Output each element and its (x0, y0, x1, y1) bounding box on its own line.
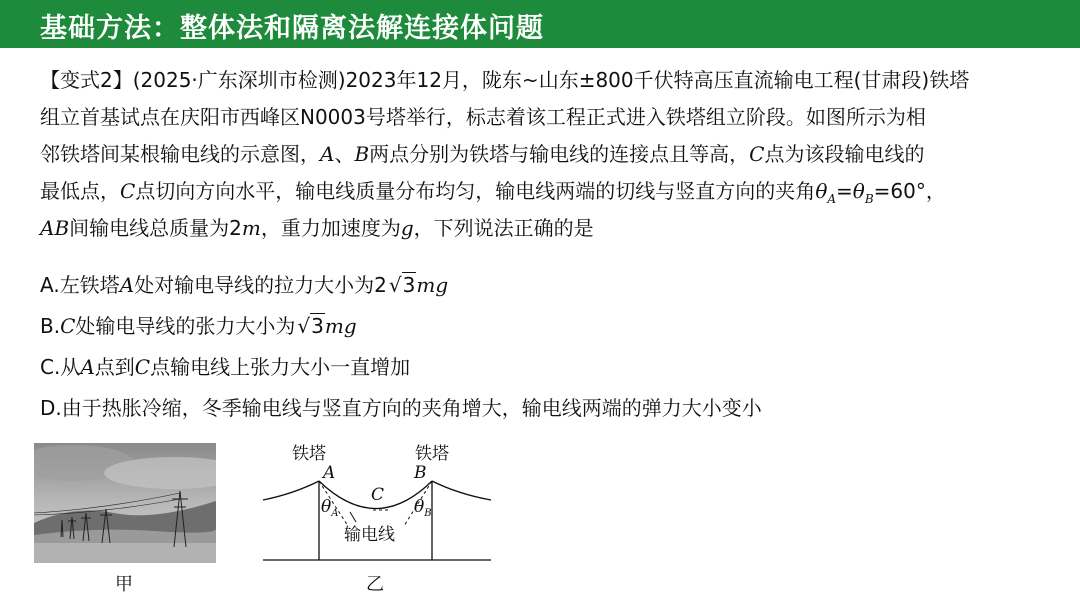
var-b: B (354, 142, 370, 166)
option-text: 点到 (94, 355, 135, 379)
var-m: m (241, 216, 261, 240)
problem-text: ，重力加速度为 (260, 216, 401, 240)
point-a-label: A (323, 463, 336, 483)
leader-line (350, 512, 356, 522)
var-c: C (60, 314, 76, 338)
left-outer-wire (263, 481, 319, 500)
photo-caption: 甲 (115, 574, 133, 595)
problem-text: ，下列说法正确的是 (413, 216, 594, 240)
point-b-label: B (414, 463, 427, 483)
problem-line-2 (40, 99, 1050, 136)
option-text: B. (40, 314, 61, 338)
var-a: A (80, 355, 95, 379)
theta-symbol: θ (815, 179, 828, 203)
var-c: C (749, 142, 765, 166)
problem-text: = (836, 179, 853, 203)
var-c: C (120, 179, 136, 203)
option-text: C.从 (40, 355, 81, 379)
sqrt-symbol: √3 (388, 273, 416, 297)
theta-b-label: $\theta_B$ (414, 497, 432, 519)
problem-text: 两点分别为铁塔与输电线的连接点且等高， (369, 142, 750, 166)
problem-text: 间输电线总质量为2 (69, 216, 242, 240)
problem-text: 最低点， (40, 179, 120, 203)
var-g: g (400, 216, 414, 240)
option-text: D.由于热胀冷缩，冬季输电线与竖直方向的夹角增大，输电线两端的弹力大小变小 (40, 396, 762, 420)
option-c[interactable] (40, 351, 410, 383)
radicand: 3 (311, 314, 324, 338)
option-text: 处输电导线的张力大小为 (75, 314, 296, 338)
var-mg: mg (324, 314, 357, 338)
option-d[interactable] (40, 392, 762, 424)
radicand: 3 (402, 273, 416, 297)
problem-line-5 (40, 210, 1050, 247)
problem-line-1 (40, 62, 1050, 99)
page-title: 基础方法：整体法和隔离法解连接体问题 (40, 13, 544, 44)
theta-subscript: A (827, 192, 837, 206)
problem-text: 点切向方向水平，输电线质量分布均匀，输电线两端的切线与竖直方向的夹角 (135, 179, 816, 203)
var-a: A (320, 142, 335, 166)
theta-symbol: θ (852, 179, 865, 203)
problem-text: 邻铁塔间某根输电线的示意图， (40, 142, 320, 166)
tower-photo (34, 443, 216, 563)
theta-subscript: B (864, 192, 874, 206)
title-bar (0, 0, 1080, 48)
problem-text: =60°， (873, 179, 946, 203)
option-b[interactable] (40, 310, 357, 342)
problem-text: 点为该段输电线的 (764, 142, 925, 166)
problem-line-3 (40, 136, 1050, 173)
var-mg: mg (416, 273, 449, 297)
sqrt-symbol: √3 (297, 314, 324, 338)
problem-text: 【变式2】(2025·广东深圳市检测)2023年12月，陇东~山东±800千伏特高压直流输电工程(甘肃段)铁塔 (40, 68, 970, 92)
problem-text: 组立首基试点在庆阳市西峰区N0003号塔举行，标志着该工程正式进入铁塔组立阶段。如图所示为相 (40, 105, 926, 129)
tower-left-label: 铁塔 (292, 444, 326, 464)
point-c-label: C (371, 485, 385, 505)
theta-a-label: $\theta_A$ (321, 497, 339, 519)
option-text: A.左铁塔 (40, 273, 120, 297)
var-c: C (134, 355, 151, 379)
problem-stem (40, 62, 1050, 247)
option-a[interactable] (40, 269, 448, 301)
problem-line-4 (40, 173, 1050, 210)
right-outer-wire (432, 481, 491, 500)
var-a: A (119, 273, 135, 297)
var-ab: AB (40, 216, 70, 240)
problem-text: 、 (334, 142, 355, 166)
tower-right-label: 铁塔 (415, 444, 449, 464)
option-text: 点输电线上张力大小一直增加 (150, 355, 411, 379)
wire-label: 输电线 (344, 525, 395, 545)
diagram-caption: 乙 (366, 574, 384, 595)
option-text: 处对输电导线的拉力大小为2 (134, 273, 387, 297)
wire-diagram (258, 436, 508, 570)
